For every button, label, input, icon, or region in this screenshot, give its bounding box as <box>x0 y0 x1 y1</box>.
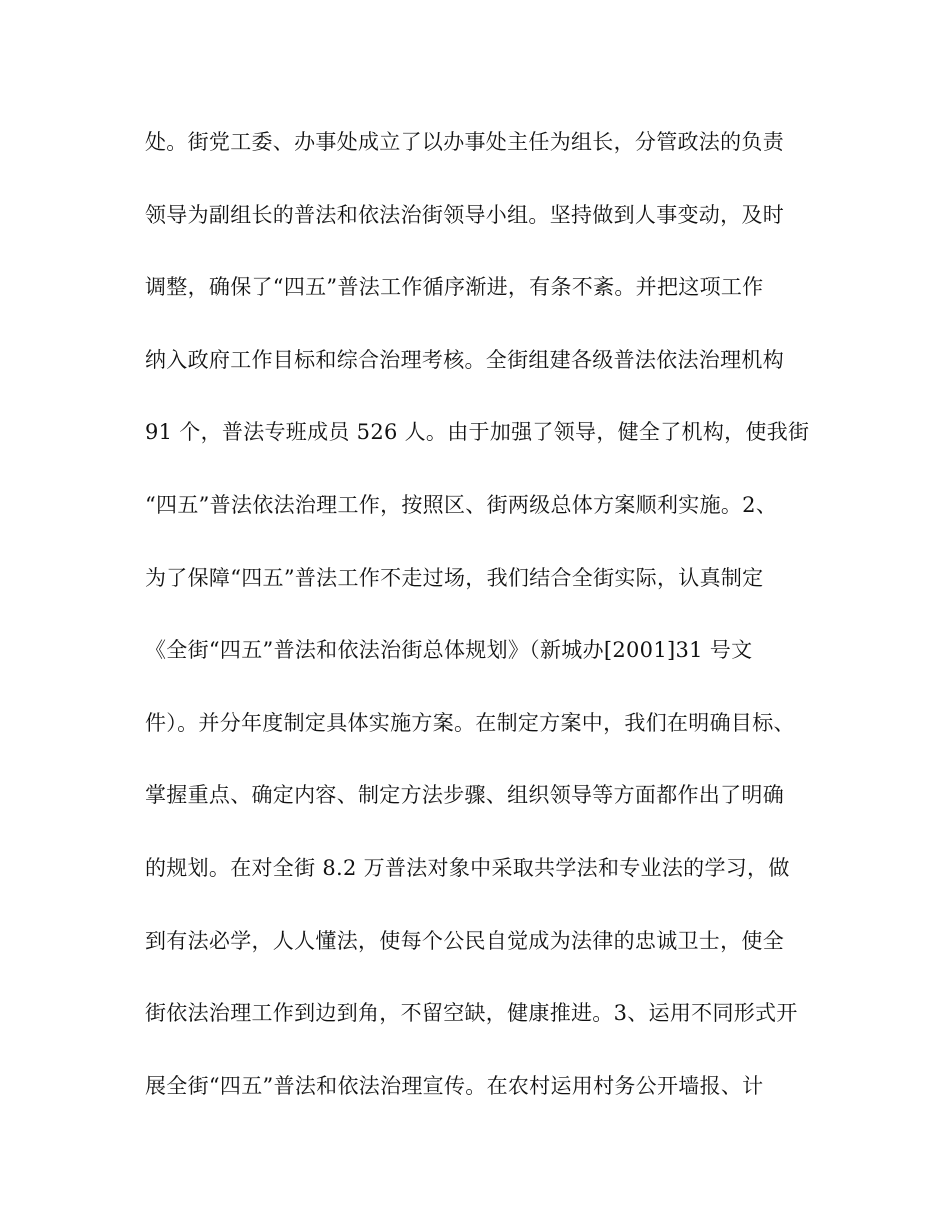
text-line-13: 街依法治理工作到边到角，不留空缺，健康推进。3、运用不同形式开 <box>145 1001 798 1026</box>
text-line-5: 91 个，普法专班成员 526 人。由于加强了领导，健全了机构，使我街 <box>145 420 810 445</box>
text-line-14: 展全街“四五”普法和依法治理宣传。在农村运用村务公开墙报、计 <box>145 1073 764 1098</box>
text-line-6: “四五”普法依法治理工作，按照区、街两级总体方案顺利实施。2、 <box>145 492 778 517</box>
text-line-8: 《全街“四五”普法和依法治街总体规划》（新城办[2001]31 号文 <box>145 638 753 663</box>
text-line-7: 为了保障“四五”普法工作不走过场，我们结合全街实际，认真制定 <box>145 565 764 590</box>
text-line-12: 到有法必学，人人懂法，使每个公民自觉成为法律的忠诚卫士，使全 <box>145 928 784 953</box>
text-line-2: 领导为副组长的普法和依法治街领导小组。坚持做到人事变动，及时 <box>145 202 784 227</box>
body-text <box>145 122 825 1138</box>
text-line-4: 纳入政府工作目标和综合治理考核。全街组建各级普法依法治理机构 <box>145 347 784 372</box>
text-line-3: 调整，确保了“四五”普法工作循序渐进，有条不紊。并把这项工作 <box>145 275 764 300</box>
text-line-11: 的规划。在对全街 8.2 万普法对象中采取共学法和专业法的学习，做 <box>145 855 790 880</box>
text-line-9: 件）。并分年度制定具体实施方案。在制定方案中，我们在明确目标、 <box>145 710 795 735</box>
text-line-10: 掌握重点、确定内容、制定方法步骤、组织领导等方面都作出了明确 <box>145 783 784 808</box>
text-line-1: 处。街党工委、办事处成立了以办事处主任为组长，分管政法的负责 <box>145 130 784 154</box>
